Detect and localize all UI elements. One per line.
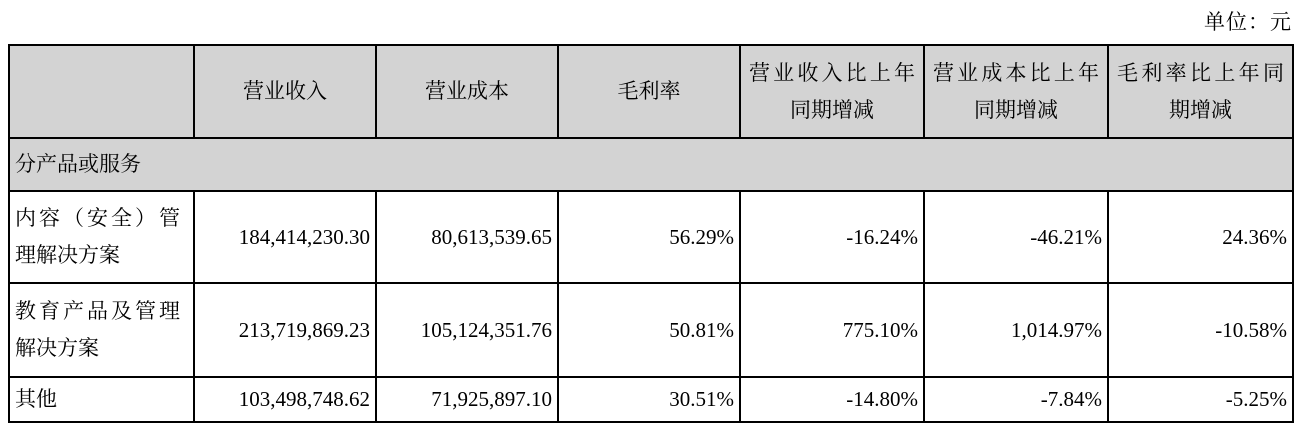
table-row (9, 283, 1293, 377)
unit-label: 单位：元 (1204, 10, 1292, 34)
row-label: 内容（安全）管理解决方案 (9, 191, 194, 283)
col-header-margin: 毛利率 (558, 45, 740, 138)
cell-margin-yoy: -10.58% (1108, 283, 1293, 377)
col-header-cost: 营业成本 (376, 45, 558, 138)
cell-margin-yoy: -5.25% (1108, 377, 1293, 422)
cell-cost: 105,124,351.76 (376, 283, 558, 377)
cell-revenue: 103,498,748.62 (194, 377, 376, 422)
cell-margin: 50.81% (558, 283, 740, 377)
section-label: 分产品或服务 (9, 138, 1293, 191)
table-row (9, 191, 1293, 283)
segment-revenue-table (8, 44, 1294, 423)
cell-cost-yoy: -7.84% (924, 377, 1108, 422)
table-row (9, 377, 1293, 422)
cell-revenue-yoy: -16.24% (740, 191, 924, 283)
row-label: 其他 (9, 377, 194, 422)
cell-cost: 71,925,897.10 (376, 377, 558, 422)
col-header-cost-yoy: 营业成本比上年同期增减 (924, 45, 1108, 138)
row-label: 教育产品及管理解决方案 (9, 283, 194, 377)
cell-revenue-yoy: 775.10% (740, 283, 924, 377)
table-header-row (9, 45, 1293, 138)
col-header-revenue-yoy: 营业收入比上年同期增减 (740, 45, 924, 138)
col-header-margin-yoy: 毛利率比上年同期增减 (1108, 45, 1293, 138)
cell-margin-yoy: 24.36% (1108, 191, 1293, 283)
cell-revenue: 184,414,230.30 (194, 191, 376, 283)
cell-cost-yoy: 1,014.97% (924, 283, 1108, 377)
cell-margin: 30.51% (558, 377, 740, 422)
cell-revenue: 213,719,869.23 (194, 283, 376, 377)
cell-cost: 80,613,539.65 (376, 191, 558, 283)
cell-revenue-yoy: -14.80% (740, 377, 924, 422)
col-header-revenue: 营业收入 (194, 45, 376, 138)
col-header-blank (9, 45, 194, 138)
section-row (9, 138, 1293, 191)
cell-margin: 56.29% (558, 191, 740, 283)
cell-cost-yoy: -46.21% (924, 191, 1108, 283)
